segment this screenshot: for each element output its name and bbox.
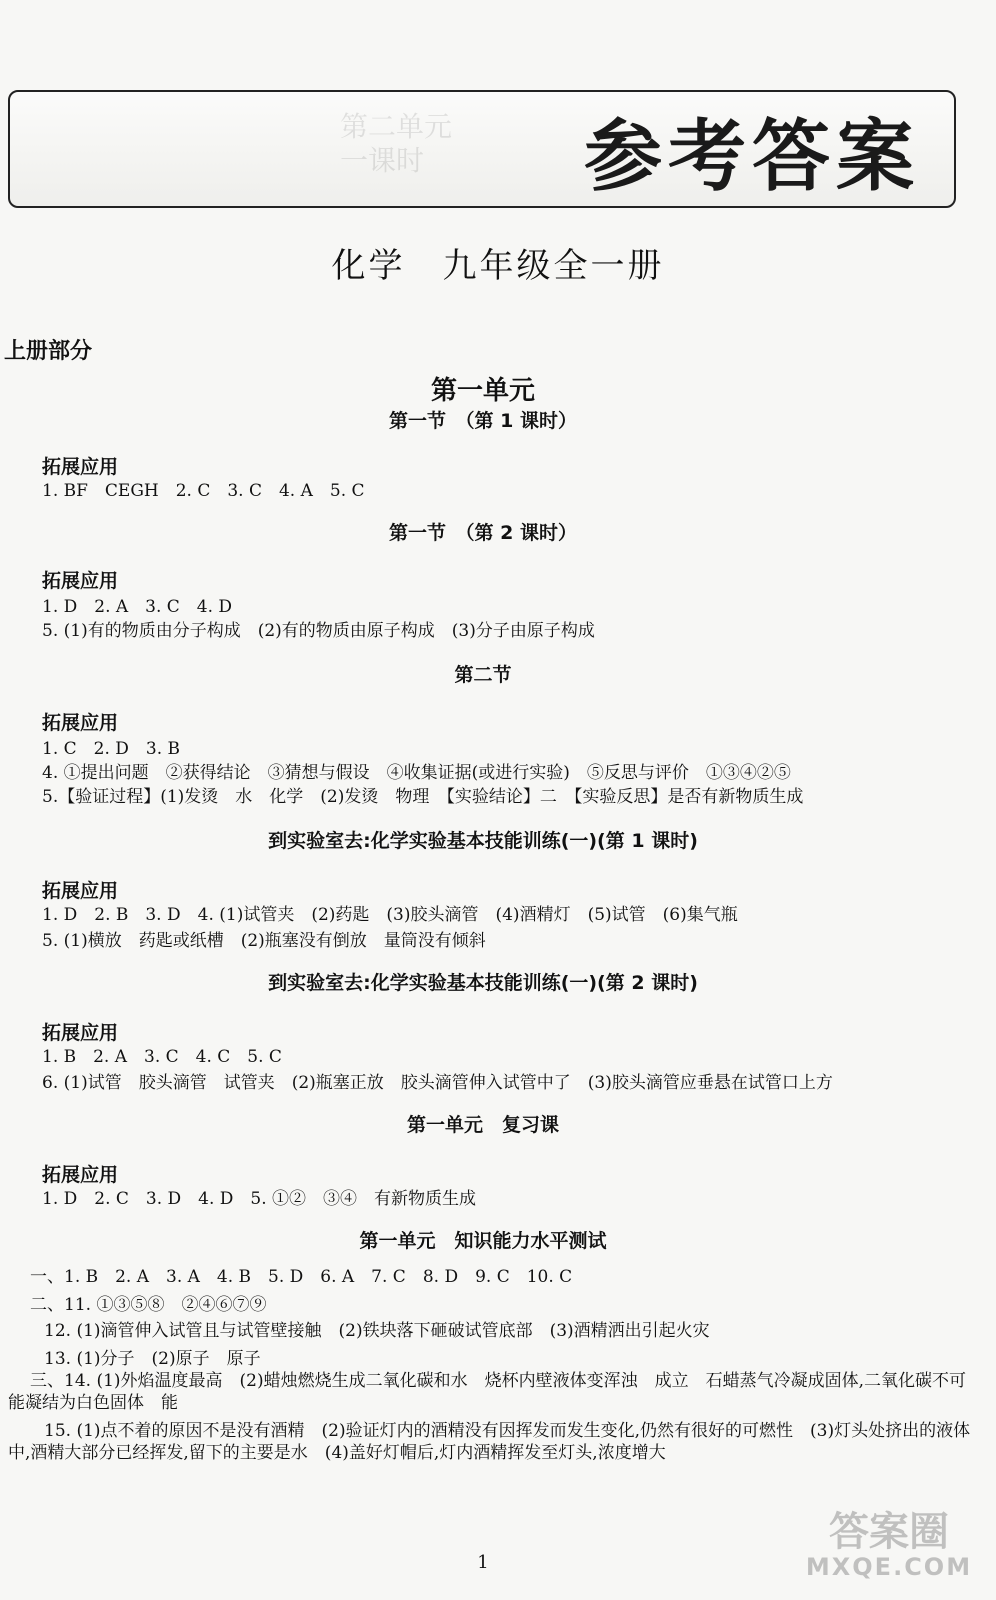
banner-title: 参考答案: [583, 112, 920, 202]
section-heading: 第一节 （第 2 课时）: [389, 522, 577, 544]
section-heading: 第二节: [454, 664, 512, 686]
answer-line: 5. (1)横放 药匙或纸槽 (2)瓶塞没有倒放 量筒没有倾斜: [42, 931, 486, 951]
answer-line: 5. (1)有的物质由分子构成 (2)有的物质由原子构成 (3)分子由原子构成: [42, 621, 595, 641]
page-number: 1: [477, 1552, 489, 1573]
answer-line: 1. D 2. B 3. D 4. (1)试管夹 (2)药匙 (3)胶头滴管 (4)酒精灯 (5)试管 (6)集气瓶: [42, 905, 738, 925]
section-heading: 第一节 （第 1 课时）: [389, 410, 577, 432]
subsection-heading: 拓展应用: [42, 456, 119, 478]
answer-line: 1. D 2. A 3. C 4. D: [42, 597, 233, 617]
subsection-heading: 拓展应用: [42, 880, 119, 902]
test-answer-paragraph: 15. (1)点不着的原因不是没有酒精 (2)验证灯内的酒精没有因挥发而发生变化,仍然有很好的可燃性 (3)灯头处挤出的液体中,酒精大部分已经挥发,留下的主要是水 (4)盖好灯帽后,灯内酒精挥发至灯头,浓度增大: [8, 1421, 971, 1463]
test-answer-line: 一、1. B 2. A 3. A 4. B 5. D 6. A 7. C 8. D 9. C 10. C: [30, 1267, 573, 1287]
answer-line: 4. ①提出问题 ②获得结论 ③猜想与假设 ④收集证据(或进行实验) ⑤反思与评价 ①③④②⑤: [42, 763, 791, 783]
book-title: 化学 九年级全一册: [331, 246, 665, 286]
test-answer-paragraph: 三、14. (1)外焰温度最高 (2)蜡烛燃烧生成二氧化碳和水 烧杯内壁液体变浑浊 成立 石蜡蒸气冷凝成固体,二氧化碳不可能凝结为白色固体 能: [8, 1371, 967, 1413]
section-heading: 到实验室去:化学实验基本技能训练(一)(第 2 课时): [268, 972, 698, 994]
part-heading: 上册部分: [4, 339, 93, 364]
section-heading: 到实验室去:化学实验基本技能训练(一)(第 1 课时): [268, 830, 698, 852]
section-heading: 第一单元 复习课: [406, 1114, 559, 1136]
subsection-heading: 拓展应用: [42, 1164, 119, 1186]
answer-line: 6. (1)试管 胶头滴管 试管夹 (2)瓶塞正放 胶头滴管伸入试管中了 (3)胶头滴管应垂悬在试管口上方: [42, 1073, 833, 1093]
section-heading: 第一单元 知识能力水平测试: [359, 1230, 607, 1252]
test-answer-line: 二、11. ①③⑤⑧ ②④⑥⑦⑨: [30, 1295, 267, 1315]
banner-ghost-text: 第二单元 一课时: [340, 110, 453, 177]
answer-line: 1. BF CEGH 2. C 3. C 4. A 5. C: [42, 481, 365, 501]
subsection-heading: 拓展应用: [42, 1022, 119, 1044]
subsection-heading: 拓展应用: [42, 712, 119, 734]
unit-heading: 第一单元: [430, 376, 535, 406]
test-answer-line: 13. (1)分子 (2)原子 原子: [44, 1349, 261, 1369]
answer-line: 5.【验证过程】(1)发烫 水 化学 (2)发烫 物理 【实验结论】二 【实验反思】是否有新物质生成: [42, 787, 804, 807]
header-banner: [8, 90, 956, 208]
answer-line: 1. B 2. A 3. C 4. C 5. C: [42, 1047, 282, 1067]
answer-line: 1. C 2. D 3. B: [42, 739, 181, 759]
watermark-logo: 答案圈 MXQE.COM: [805, 1509, 973, 1581]
test-answer-line: 12. (1)滴管伸入试管且与试管壁接触 (2)铁块落下砸破试管底部 (3)酒精洒出引起火灾: [44, 1321, 710, 1341]
subsection-heading: 拓展应用: [42, 570, 119, 592]
answer-line: 1. D 2. C 3. D 4. D 5. ①② ③④ 有新物质生成: [42, 1189, 477, 1209]
